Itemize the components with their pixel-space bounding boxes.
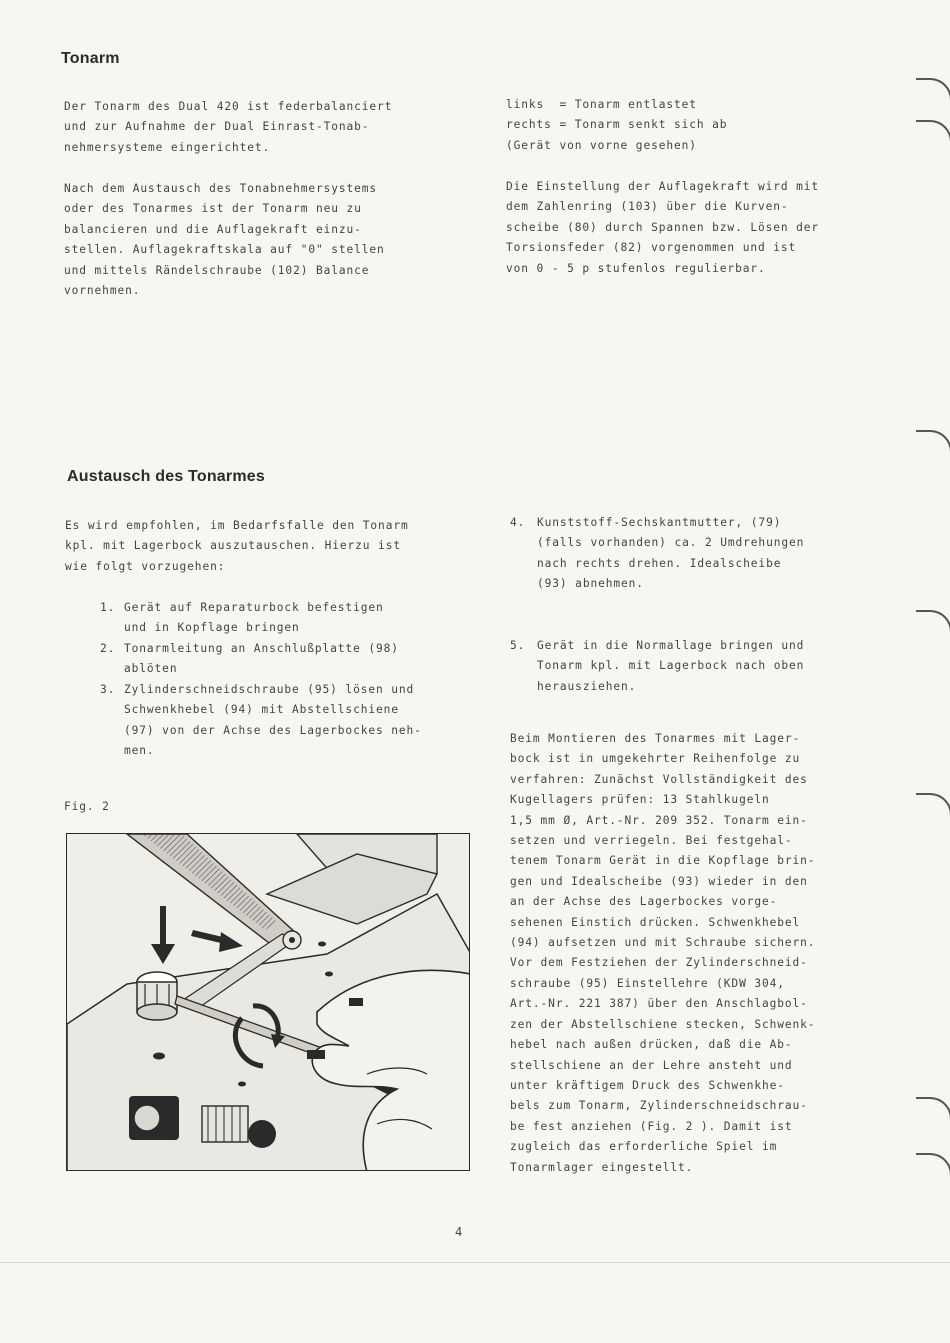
step-number: 5. <box>510 639 526 652</box>
figure-label: Fig. 2 <box>64 800 110 813</box>
text-line: kpl. mit Lagerbock auszutauschen. Hierzu ist <box>65 539 401 553</box>
austausch-intro <box>65 516 409 577</box>
text-line: links = Tonarm entlastet <box>506 98 697 111</box>
text-line: Es wird empfohlen, im Bedarfsfalle den Tonarm <box>65 519 409 532</box>
text-line: und in Kopflage bringen <box>124 621 300 635</box>
text-line: Der Tonarm des Dual 420 ist federbalanciert <box>64 100 393 113</box>
text-line: Nach dem Austausch des Tonabnehmersystems <box>64 182 378 195</box>
text-line: Gerät in die Normallage bringen und <box>537 639 805 652</box>
punch-hole-mark <box>916 610 950 632</box>
text-line: schraube (95) Einstellehre (KDW 304, <box>510 976 785 990</box>
text-line: Kunststoff-Sechskantmutter, (79) <box>537 516 782 529</box>
text-line: scheibe (80) durch Spannen bzw. Lösen der <box>506 220 820 234</box>
text-line: Tonarmlager eingestellt. <box>510 1160 694 1174</box>
punch-hole-mark <box>916 430 950 452</box>
text-line: men. <box>124 744 155 758</box>
text-line: be fest anziehen (Fig. 2 ). Damit ist <box>510 1119 793 1133</box>
text-line: nach rechts drehen. Idealscheibe <box>537 556 782 570</box>
text-line: von 0 - 5 p stufenlos regulierbar. <box>506 261 766 275</box>
text-line: und mittels Rändelschraube (102) Balance <box>64 263 370 277</box>
text-line: (93) abnehmen. <box>537 577 644 591</box>
text-line: bels zum Tonarm, Zylinderschneidschrau- <box>510 1099 808 1113</box>
punch-hole-mark <box>916 78 950 100</box>
text-line: Tonarmleitung an Anschlußplatte (98) <box>124 642 399 655</box>
text-line: Zylinderschneidschraube (95) lösen und <box>124 683 415 696</box>
text-line: Tonarm kpl. mit Lagerbock nach oben <box>537 659 805 673</box>
text-line: an der Achse des Lagerbockes vorge- <box>510 895 778 909</box>
tonarm-paragraph-1 <box>64 97 392 158</box>
tonarm-direction-legend <box>506 95 727 156</box>
step-number: 2. <box>100 642 116 655</box>
text-line: Gerät auf Reparaturbock befestigen <box>124 601 384 614</box>
text-line: und zur Aufnahme der Dual Einrast-Tonab- <box>64 120 370 134</box>
text-line: rechts = Tonarm senkt sich ab <box>506 118 728 132</box>
text-line: balancieren und die Auflagekraft einzu- <box>64 222 362 236</box>
step-number: 1. <box>100 601 116 614</box>
step-number: 4. <box>510 516 526 529</box>
text-line: Vor dem Festziehen der Zylinderschneid- <box>510 956 808 970</box>
text-line: nehmersysteme eingerichtet. <box>64 140 271 154</box>
text-line: Schwenkhebel (94) mit Abstellschiene <box>124 703 399 717</box>
text-line: (97) von der Achse des Lagerbockes neh- <box>124 723 422 737</box>
text-line: (94) aufsetzen und mit Schraube sichern. <box>510 936 816 950</box>
text-line: setzen und verriegeln. Bei festgehal- <box>510 834 793 848</box>
punch-hole-mark <box>916 793 950 815</box>
text-line: Kugellagers prüfen: 13 Stahlkugeln <box>510 793 770 807</box>
tonearm-illustration <box>67 834 470 1171</box>
text-line: Art.-Nr. 221 387) über den Anschlagbol- <box>510 997 808 1011</box>
text-line: zen der Abstellschiene stecken, Schwenk- <box>510 1017 816 1031</box>
section-title-austausch: Austausch des Tonarmes <box>67 468 265 485</box>
text-line: tenem Tonarm Gerät in die Kopflage brin- <box>510 854 816 868</box>
page-bottom-edge <box>0 1262 950 1263</box>
text-line: hebel nach außen drücken, daß die Ab- <box>510 1038 793 1052</box>
tonarm-paragraph-2 <box>64 179 385 301</box>
text-line: gen und Idealscheibe (93) wieder in den <box>510 874 808 888</box>
text-line: stellen. Auflagekraftskala auf "0" stellen <box>64 243 385 257</box>
tonarm-force-paragraph <box>506 177 819 279</box>
text-line: Torsionsfeder (82) vorgenommen und ist <box>506 241 797 255</box>
text-line: Die Einstellung der Auflagekraft wird mit <box>506 180 820 193</box>
text-line: wie folgt vorzugehen: <box>65 559 226 573</box>
text-line: ablöten <box>124 662 178 676</box>
text-line: (Gerät von vorne gesehen) <box>506 138 697 152</box>
text-line: zugleich das erforderliche Spiel im <box>510 1140 778 1154</box>
punch-hole-mark <box>916 1097 950 1119</box>
page-number: 4 <box>455 1225 463 1239</box>
section-title-tonarm: Tonarm <box>61 50 120 67</box>
step-number: 3. <box>100 683 116 696</box>
text-line: oder des Tonarmes ist der Tonarm neu zu <box>64 202 362 216</box>
tonearm-figure <box>66 833 470 1171</box>
text-line: Beim Montieren des Tonarmes mit Lager- <box>510 732 801 745</box>
text-line: herausziehen. <box>537 679 637 693</box>
text-line: vornehmen. <box>64 284 141 298</box>
text-line: (falls vorhanden) ca. 2 Umdrehungen <box>537 536 805 550</box>
punch-hole-mark <box>916 1153 950 1175</box>
screw-icon <box>137 972 177 1020</box>
text-line: dem Zahlenring (103) über die Kurven- <box>506 200 789 214</box>
text-line: sehenen Einstich drücken. Schwenkhebel <box>510 915 801 929</box>
text-line: 1,5 mm Ø, Art.-Nr. 209 352. Tonarm ein- <box>510 813 808 827</box>
punch-hole-mark <box>916 120 950 142</box>
text-line: bock ist in umgekehrter Reihenfolge zu <box>510 752 801 766</box>
text-line: stellschiene an der Lehre ansteht und <box>510 1058 793 1072</box>
text-line: unter kräftigem Druck des Schwenkhe- <box>510 1078 785 1092</box>
text-line: verfahren: Zunächst Vollständigkeit des <box>510 772 808 786</box>
mounting-paragraph <box>510 729 815 1178</box>
